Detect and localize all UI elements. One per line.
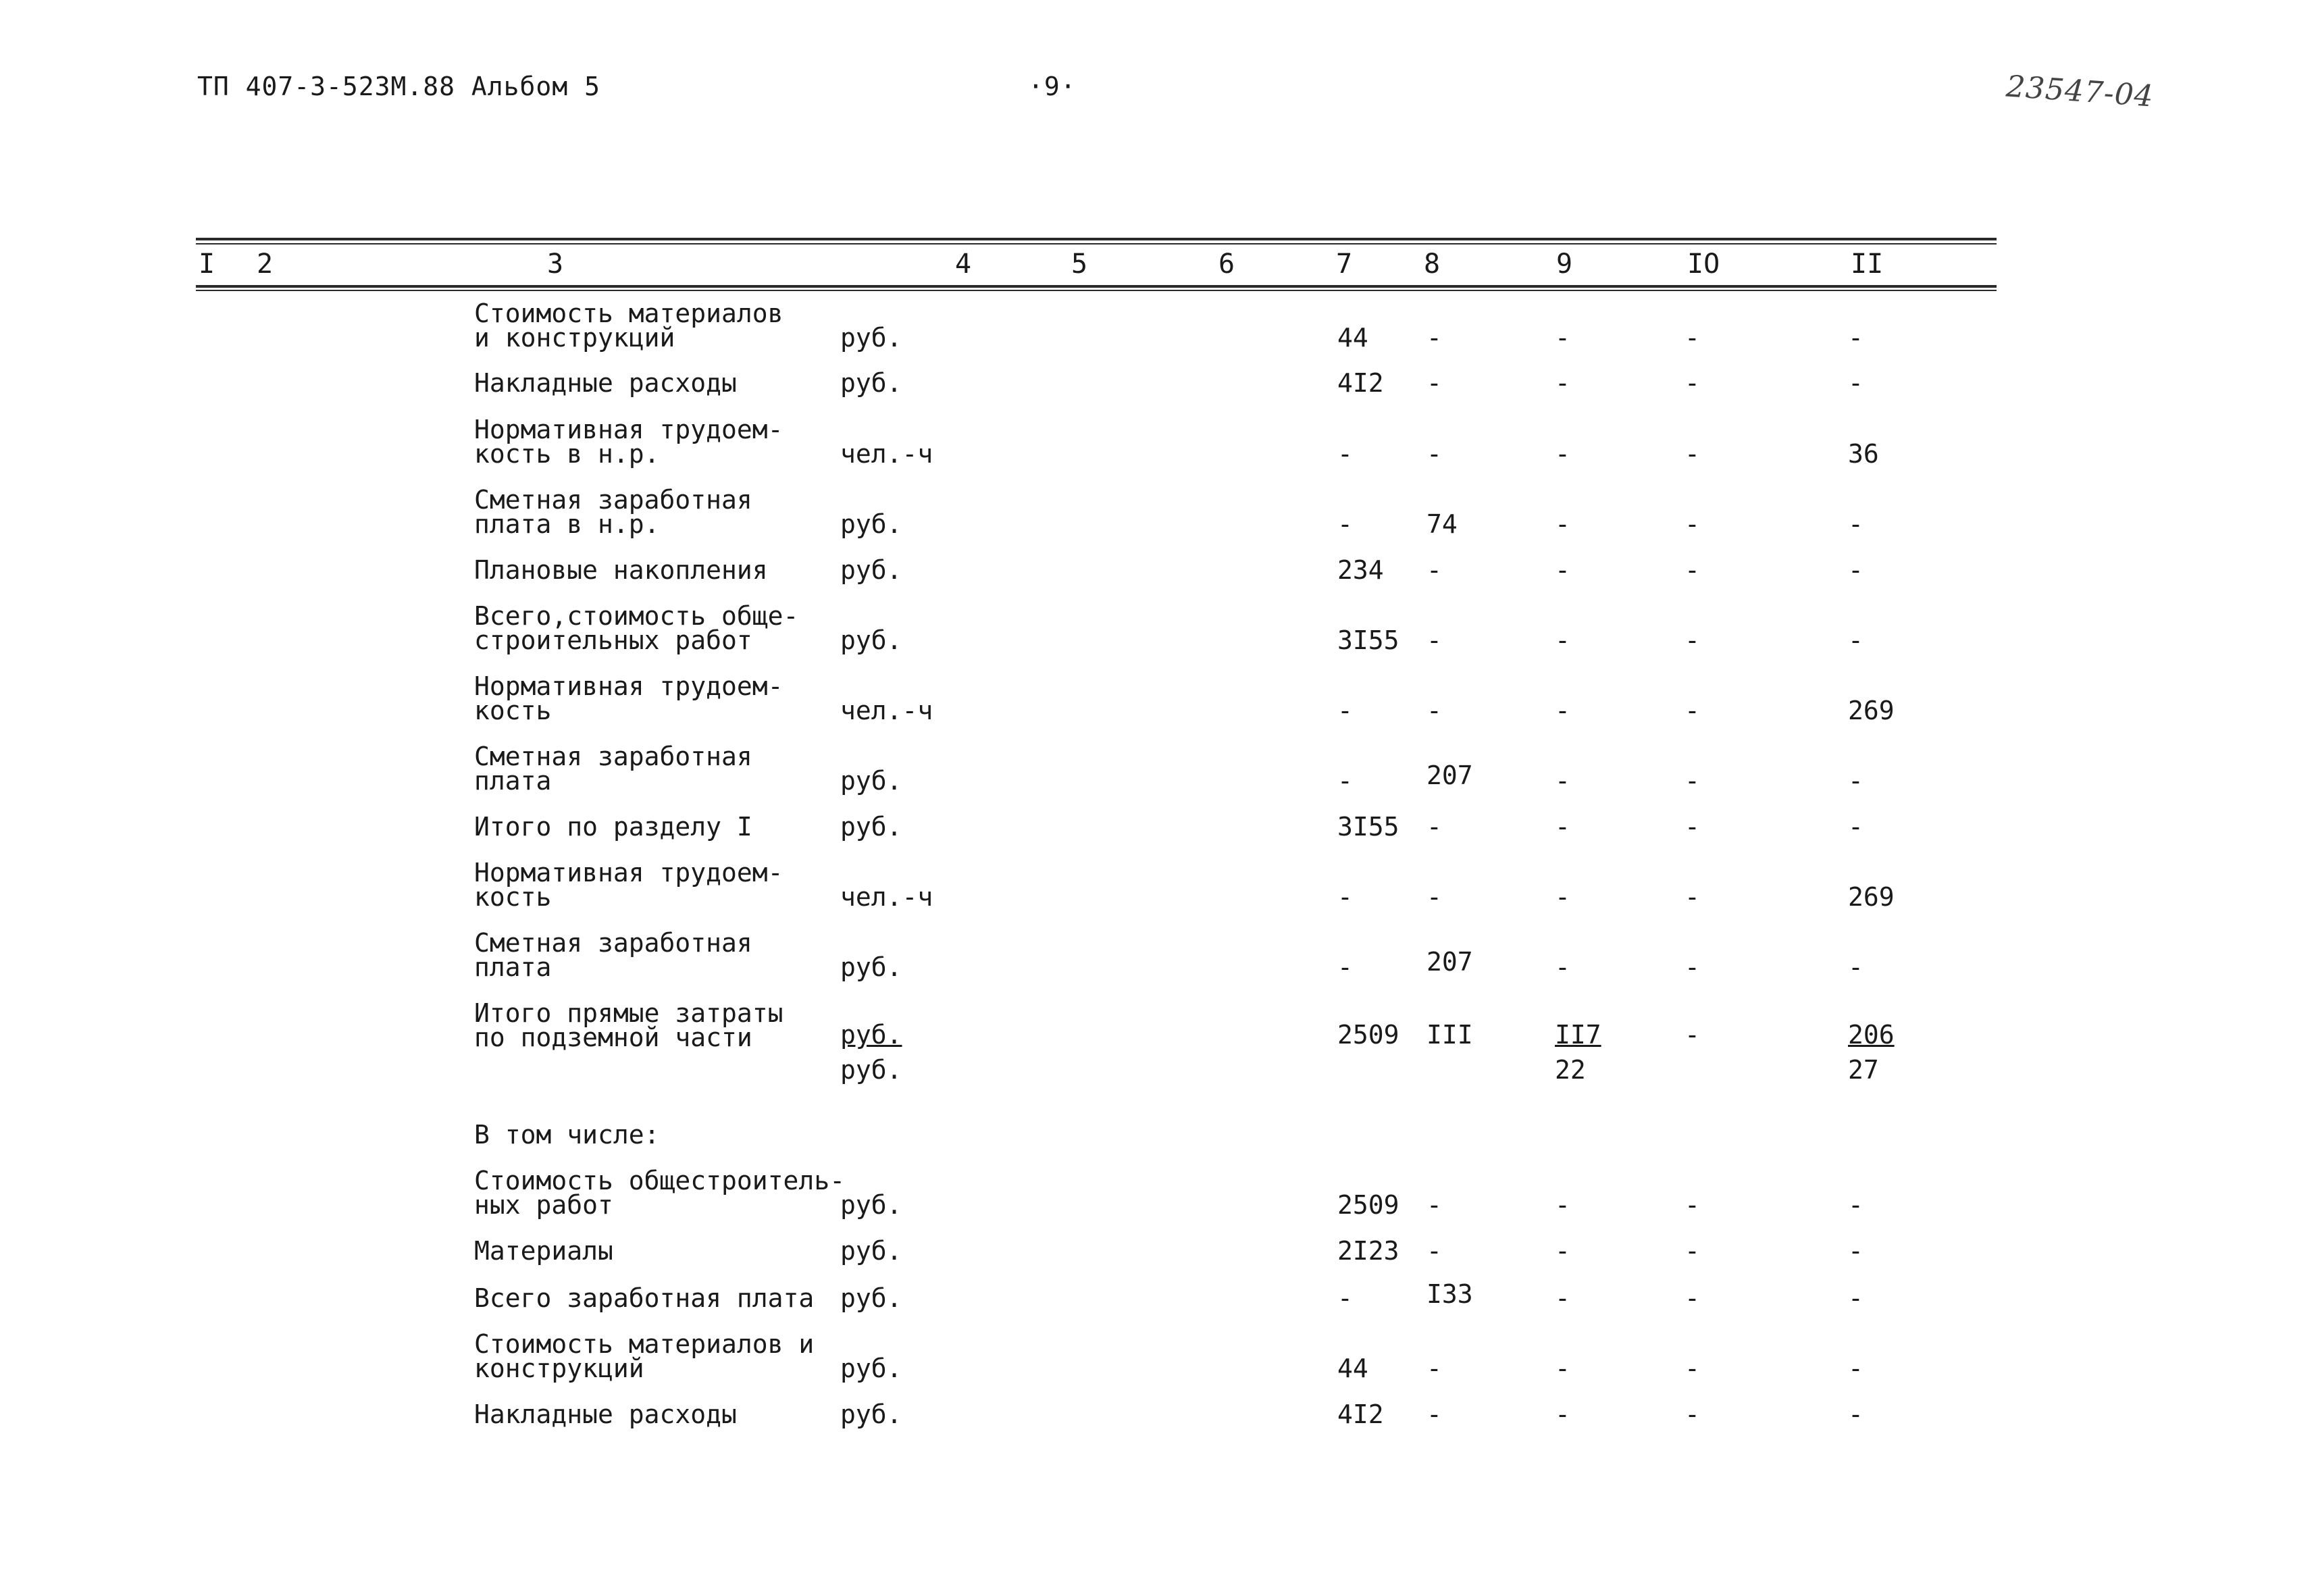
- document-code: ТП 407-3-523М.88 Альбом 5: [197, 72, 600, 101]
- row-unit: руб.: [840, 625, 902, 655]
- column-number-6: 6: [1218, 249, 1235, 280]
- cell-col-9: -: [1555, 766, 1570, 796]
- cell-col-8: -: [1426, 882, 1442, 912]
- row-item-name: Материалы: [474, 1236, 613, 1266]
- page-number: ·9·: [1028, 72, 1077, 101]
- cell-col-9: -: [1555, 323, 1570, 353]
- row-unit: руб.: [840, 766, 902, 796]
- row-item-name: Стоимость материалов и конструкций: [474, 1329, 815, 1383]
- row-item-name: Накладные расходы: [474, 368, 737, 398]
- cell-col-7: -: [1337, 439, 1353, 469]
- column-number-2: 2: [257, 249, 274, 280]
- cell-col-8: -: [1426, 555, 1442, 585]
- cell-col-10: -: [1685, 1399, 1700, 1429]
- row-unit: руб.: [840, 1236, 902, 1266]
- cell-col-11-secondary: 27: [1848, 1055, 1879, 1085]
- cell-col-9: -: [1555, 882, 1570, 912]
- cell-col-8: -: [1426, 696, 1442, 725]
- row-item-name: Нормативная трудоем- кость в н.р.: [474, 415, 783, 469]
- cell-col-10: -: [1685, 509, 1700, 539]
- cell-col-11: -: [1848, 1354, 1863, 1383]
- cell-col-7: 234: [1337, 555, 1384, 585]
- cell-col-10: -: [1685, 1236, 1700, 1266]
- cell-col-11: 269: [1848, 882, 1895, 912]
- cell-col-9: -: [1555, 1236, 1570, 1266]
- row-item-name: Накладные расходы: [474, 1399, 737, 1429]
- cell-col-8: -: [1426, 1190, 1442, 1220]
- table-header-bottom-rule: [196, 285, 1997, 288]
- section-caption: В том числе:: [474, 1120, 660, 1150]
- column-number-9: 9: [1556, 249, 1573, 280]
- table-top-rule: [196, 238, 1997, 240]
- row-unit: чел.-ч: [840, 696, 933, 725]
- table-header-bottom-rule-inner: [196, 290, 1997, 291]
- cell-col-7: 3I55: [1337, 625, 1399, 655]
- cell-col-10: -: [1685, 1020, 1700, 1050]
- row-item-name: Сметная заработная плата в н.р.: [474, 485, 752, 539]
- row-item-name: Стоимость общестроитель- ных работ: [474, 1166, 846, 1220]
- cell-col-10: -: [1685, 555, 1700, 585]
- cell-col-8: 207: [1426, 947, 1473, 977]
- row-unit: руб.: [840, 555, 902, 585]
- cell-col-8: -: [1426, 1236, 1442, 1266]
- cell-col-7: -: [1337, 696, 1353, 725]
- cell-col-8: 207: [1426, 761, 1473, 790]
- row-item-name: Итого по разделу I: [474, 812, 752, 842]
- column-number-11: II: [1851, 249, 1884, 280]
- row-unit: руб.: [840, 1020, 902, 1050]
- row-item-name: Стоимость материалов и конструкций: [474, 299, 783, 353]
- cell-col-10: -: [1685, 625, 1700, 655]
- cell-col-11: -: [1848, 1283, 1863, 1313]
- cell-col-8: -: [1426, 1354, 1442, 1383]
- row-item-name: Плановые накопления: [474, 555, 768, 585]
- row-item-name: Сметная заработная плата: [474, 928, 752, 982]
- cell-col-10: -: [1685, 952, 1700, 982]
- cell-col-7: 44: [1337, 323, 1368, 353]
- cell-col-11: -: [1848, 368, 1863, 398]
- cell-col-8: 74: [1426, 509, 1458, 539]
- cell-col-7: 44: [1337, 1354, 1368, 1383]
- cell-col-7: 2509: [1337, 1020, 1399, 1050]
- row-unit: руб.: [840, 1190, 902, 1220]
- row-unit: руб.: [840, 368, 902, 398]
- cell-col-8: -: [1426, 368, 1442, 398]
- cell-col-9: -: [1555, 696, 1570, 725]
- cell-col-10: -: [1685, 1354, 1700, 1383]
- cell-col-8: III: [1426, 1020, 1473, 1050]
- row-unit: руб.: [840, 1283, 902, 1313]
- cell-col-9: -: [1555, 1190, 1570, 1220]
- cell-col-9: -: [1555, 555, 1570, 585]
- cell-col-7: -: [1337, 952, 1353, 982]
- cell-col-7: 4I2: [1337, 1399, 1384, 1429]
- cell-col-9-secondary: 22: [1555, 1055, 1586, 1085]
- archive-number: 23547-04: [2005, 69, 2155, 114]
- column-number-5: 5: [1071, 249, 1088, 280]
- cell-col-7: 3I55: [1337, 812, 1399, 842]
- cell-col-8: -: [1426, 1399, 1442, 1429]
- cell-col-11: -: [1848, 812, 1863, 842]
- cell-col-9: -: [1555, 625, 1570, 655]
- cell-col-7: 2509: [1337, 1190, 1399, 1220]
- cell-col-9: -: [1555, 812, 1570, 842]
- cell-col-10: -: [1685, 696, 1700, 725]
- column-number-3: 3: [547, 249, 564, 280]
- cell-col-8: -: [1426, 439, 1442, 469]
- row-unit: руб.: [840, 952, 902, 982]
- row-item-name: Всего,стоимость обще- строительных работ: [474, 601, 799, 655]
- cell-col-11: -: [1848, 625, 1863, 655]
- cell-col-11: 269: [1848, 696, 1895, 725]
- cell-col-10: -: [1685, 323, 1700, 353]
- row-unit-secondary: руб.: [840, 1055, 902, 1085]
- table-top-rule-inner: [196, 243, 1997, 244]
- cell-col-11: -: [1848, 766, 1863, 796]
- cell-col-11: -: [1848, 509, 1863, 539]
- cell-col-10: -: [1685, 368, 1700, 398]
- cell-col-10: -: [1685, 1283, 1700, 1313]
- cell-col-9: -: [1555, 1399, 1570, 1429]
- cell-col-7: 4I2: [1337, 368, 1384, 398]
- cell-col-10: -: [1685, 812, 1700, 842]
- row-unit: руб.: [840, 812, 902, 842]
- column-number-7: 7: [1336, 249, 1353, 280]
- row-unit: руб.: [840, 1399, 902, 1429]
- row-item-name: Нормативная трудоем- кость: [474, 858, 783, 912]
- row-unit: руб.: [840, 509, 902, 539]
- cell-col-11: -: [1848, 1399, 1863, 1429]
- cell-col-11: 206: [1848, 1020, 1895, 1050]
- column-number-1: I: [199, 249, 215, 280]
- cell-col-10: -: [1685, 766, 1700, 796]
- row-unit: чел.-ч: [840, 882, 933, 912]
- cell-col-10: -: [1685, 1190, 1700, 1220]
- cell-col-11: -: [1848, 323, 1863, 353]
- cell-col-11: -: [1848, 1236, 1863, 1266]
- cell-col-11: -: [1848, 1190, 1863, 1220]
- row-item-name: Сметная заработная плата: [474, 742, 752, 796]
- column-number-10: IO: [1687, 249, 1720, 280]
- cell-col-7: -: [1337, 882, 1353, 912]
- row-item-name: Итого прямые затраты по подземной части: [474, 998, 783, 1052]
- row-unit: руб.: [840, 1354, 902, 1383]
- row-unit: чел.-ч: [840, 439, 933, 469]
- column-number-4: 4: [955, 249, 972, 280]
- row-item-name: Всего заработная плата: [474, 1283, 815, 1313]
- cell-col-8: -: [1426, 812, 1442, 842]
- cell-col-10: -: [1685, 439, 1700, 469]
- cell-col-9: II7: [1555, 1020, 1601, 1050]
- cell-col-11: -: [1848, 555, 1863, 585]
- row-unit: руб.: [840, 323, 902, 353]
- cell-col-8: -: [1426, 625, 1442, 655]
- cell-col-9: -: [1555, 439, 1570, 469]
- cell-col-8: I33: [1426, 1279, 1473, 1309]
- cell-col-7: 2I23: [1337, 1236, 1399, 1266]
- cell-col-9: -: [1555, 1283, 1570, 1313]
- cell-col-9: -: [1555, 952, 1570, 982]
- cell-col-7: -: [1337, 509, 1353, 539]
- row-item-name: Нормативная трудоем- кость: [474, 671, 783, 725]
- cell-col-8: -: [1426, 323, 1442, 353]
- cell-col-9: -: [1555, 368, 1570, 398]
- cell-col-11: 36: [1848, 439, 1879, 469]
- cell-col-7: -: [1337, 766, 1353, 796]
- cell-col-11: -: [1848, 952, 1863, 982]
- cell-col-9: -: [1555, 509, 1570, 539]
- cell-col-7: -: [1337, 1283, 1353, 1313]
- cell-col-9: -: [1555, 1354, 1570, 1383]
- cell-col-10: -: [1685, 882, 1700, 912]
- column-number-8: 8: [1424, 249, 1441, 280]
